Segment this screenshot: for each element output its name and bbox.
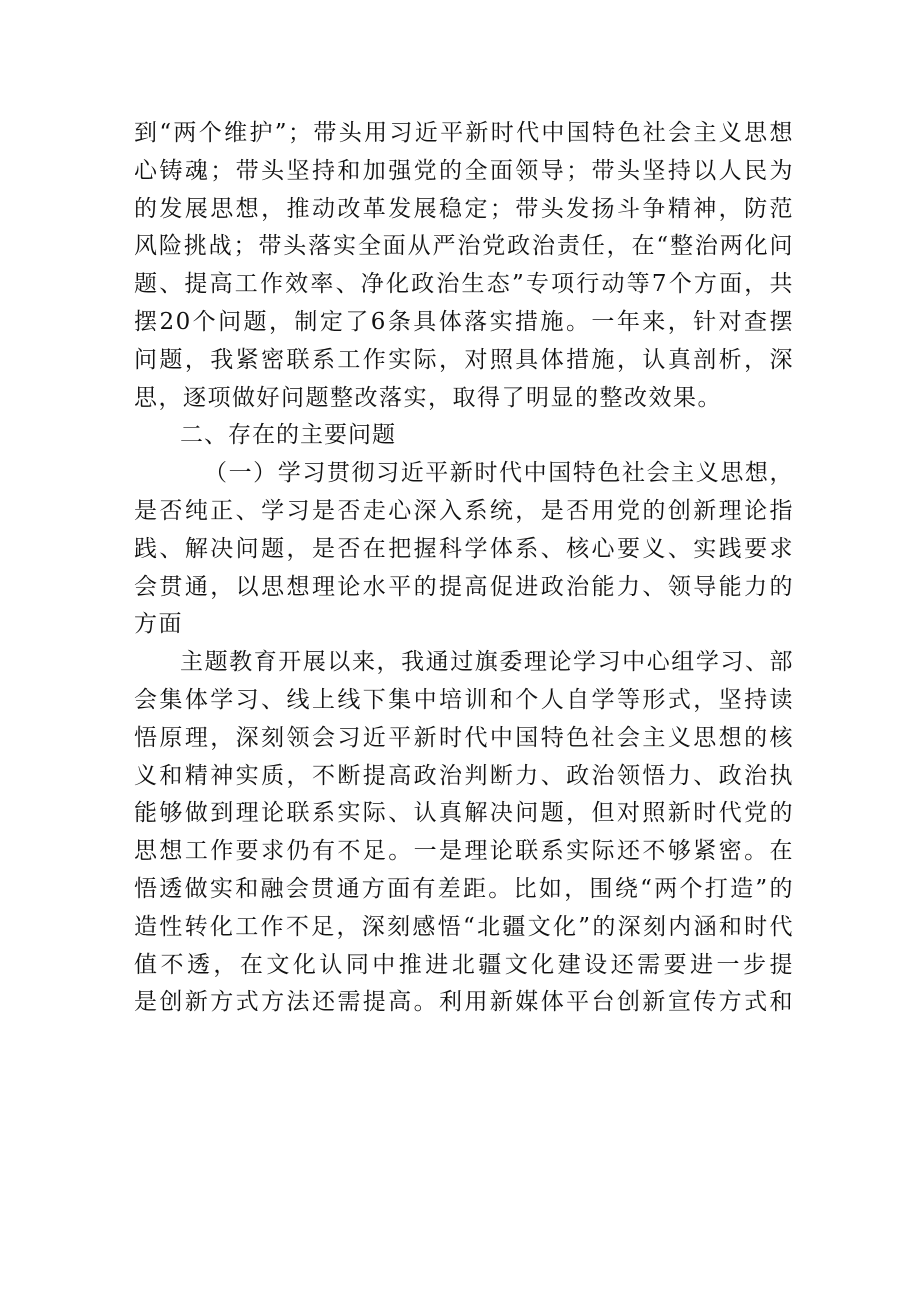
text-line: 义和精神实质，不断提高政治判断力、政治领悟力、政治执 [134,762,794,789]
text-line: 会集体学习、线上线下集中培训和个人自学等形式，坚持读 [134,686,794,713]
text-line: 风险挑战；带头落实全面从严治党政治责任，在“整治两化问 [134,233,794,260]
text-line: 能够做到理论联系实际、认真解决问题，但对照新时代党的 [134,800,794,827]
intro-paragraph [134,115,794,417]
subsection-heading [134,455,794,644]
text-line: 的发展思想，推动改革发展稳定；带头发扬斗争精神，防范 [134,195,794,222]
body-paragraph [134,644,794,1022]
text-line: 是否纯正、学习是否走心深入系统，是否用党的创新理论指 [134,497,794,524]
text-line: 值不透，在文化认同中推进北疆文化建设还需要进一步提 [134,951,794,978]
section-heading: 二、存在的主要问题 [180,422,396,449]
text-line: 悟透做实和融会贯通方面有差距。比如，围绕“两个打造”的 [134,875,794,902]
text-line: 主题教育开展以来，我通过旗委理论学习中心组学习、部 [180,649,794,676]
text-line: 问题，我紧密联系工作实际，对照具体措施，认真剖析，深 [134,346,794,373]
text-line: 思想工作要求仍有不足。一是理论联系实际还不够紧密。在 [134,838,794,865]
text-line: 摆20个问题，制定了6条具体落实措施。一年来，针对查摆 [134,308,794,335]
document-page [134,115,794,1022]
text-line: 题、提高工作效率、净化政治生态”专项行动等7个方面，共 [134,271,794,298]
text-line: 会贯通，以思想理论水平的提高促进政治能力、领导能力的 [134,573,794,600]
text-line: 悟原理，深刻领会习近平新时代中国特色社会主义思想的核 [134,724,794,751]
text-line: 是创新方式方法还需提高。利用新媒体平台创新宣传方式和 [134,989,794,1016]
text-line: （一）学习贯彻习近平新时代中国特色社会主义思想， [204,460,794,487]
text-line: 思，逐项做好问题整改落实，取得了明显的整改效果。 [134,384,722,411]
text-line: 方面 [134,611,183,638]
text-line: 到“两个维护”；带头用习近平新时代中国特色社会主义思想 [134,120,794,146]
text-line: 造性转化工作不足，深刻感悟“北疆文化”的深刻内涵和时代 [134,913,794,940]
text-line: 践、解决问题，是否在把握科学体系、核心要义、实践要求 [134,535,794,562]
text-line: 心铸魂；带头坚持和加强党的全面领导；带头坚持以人民为 [134,157,794,184]
